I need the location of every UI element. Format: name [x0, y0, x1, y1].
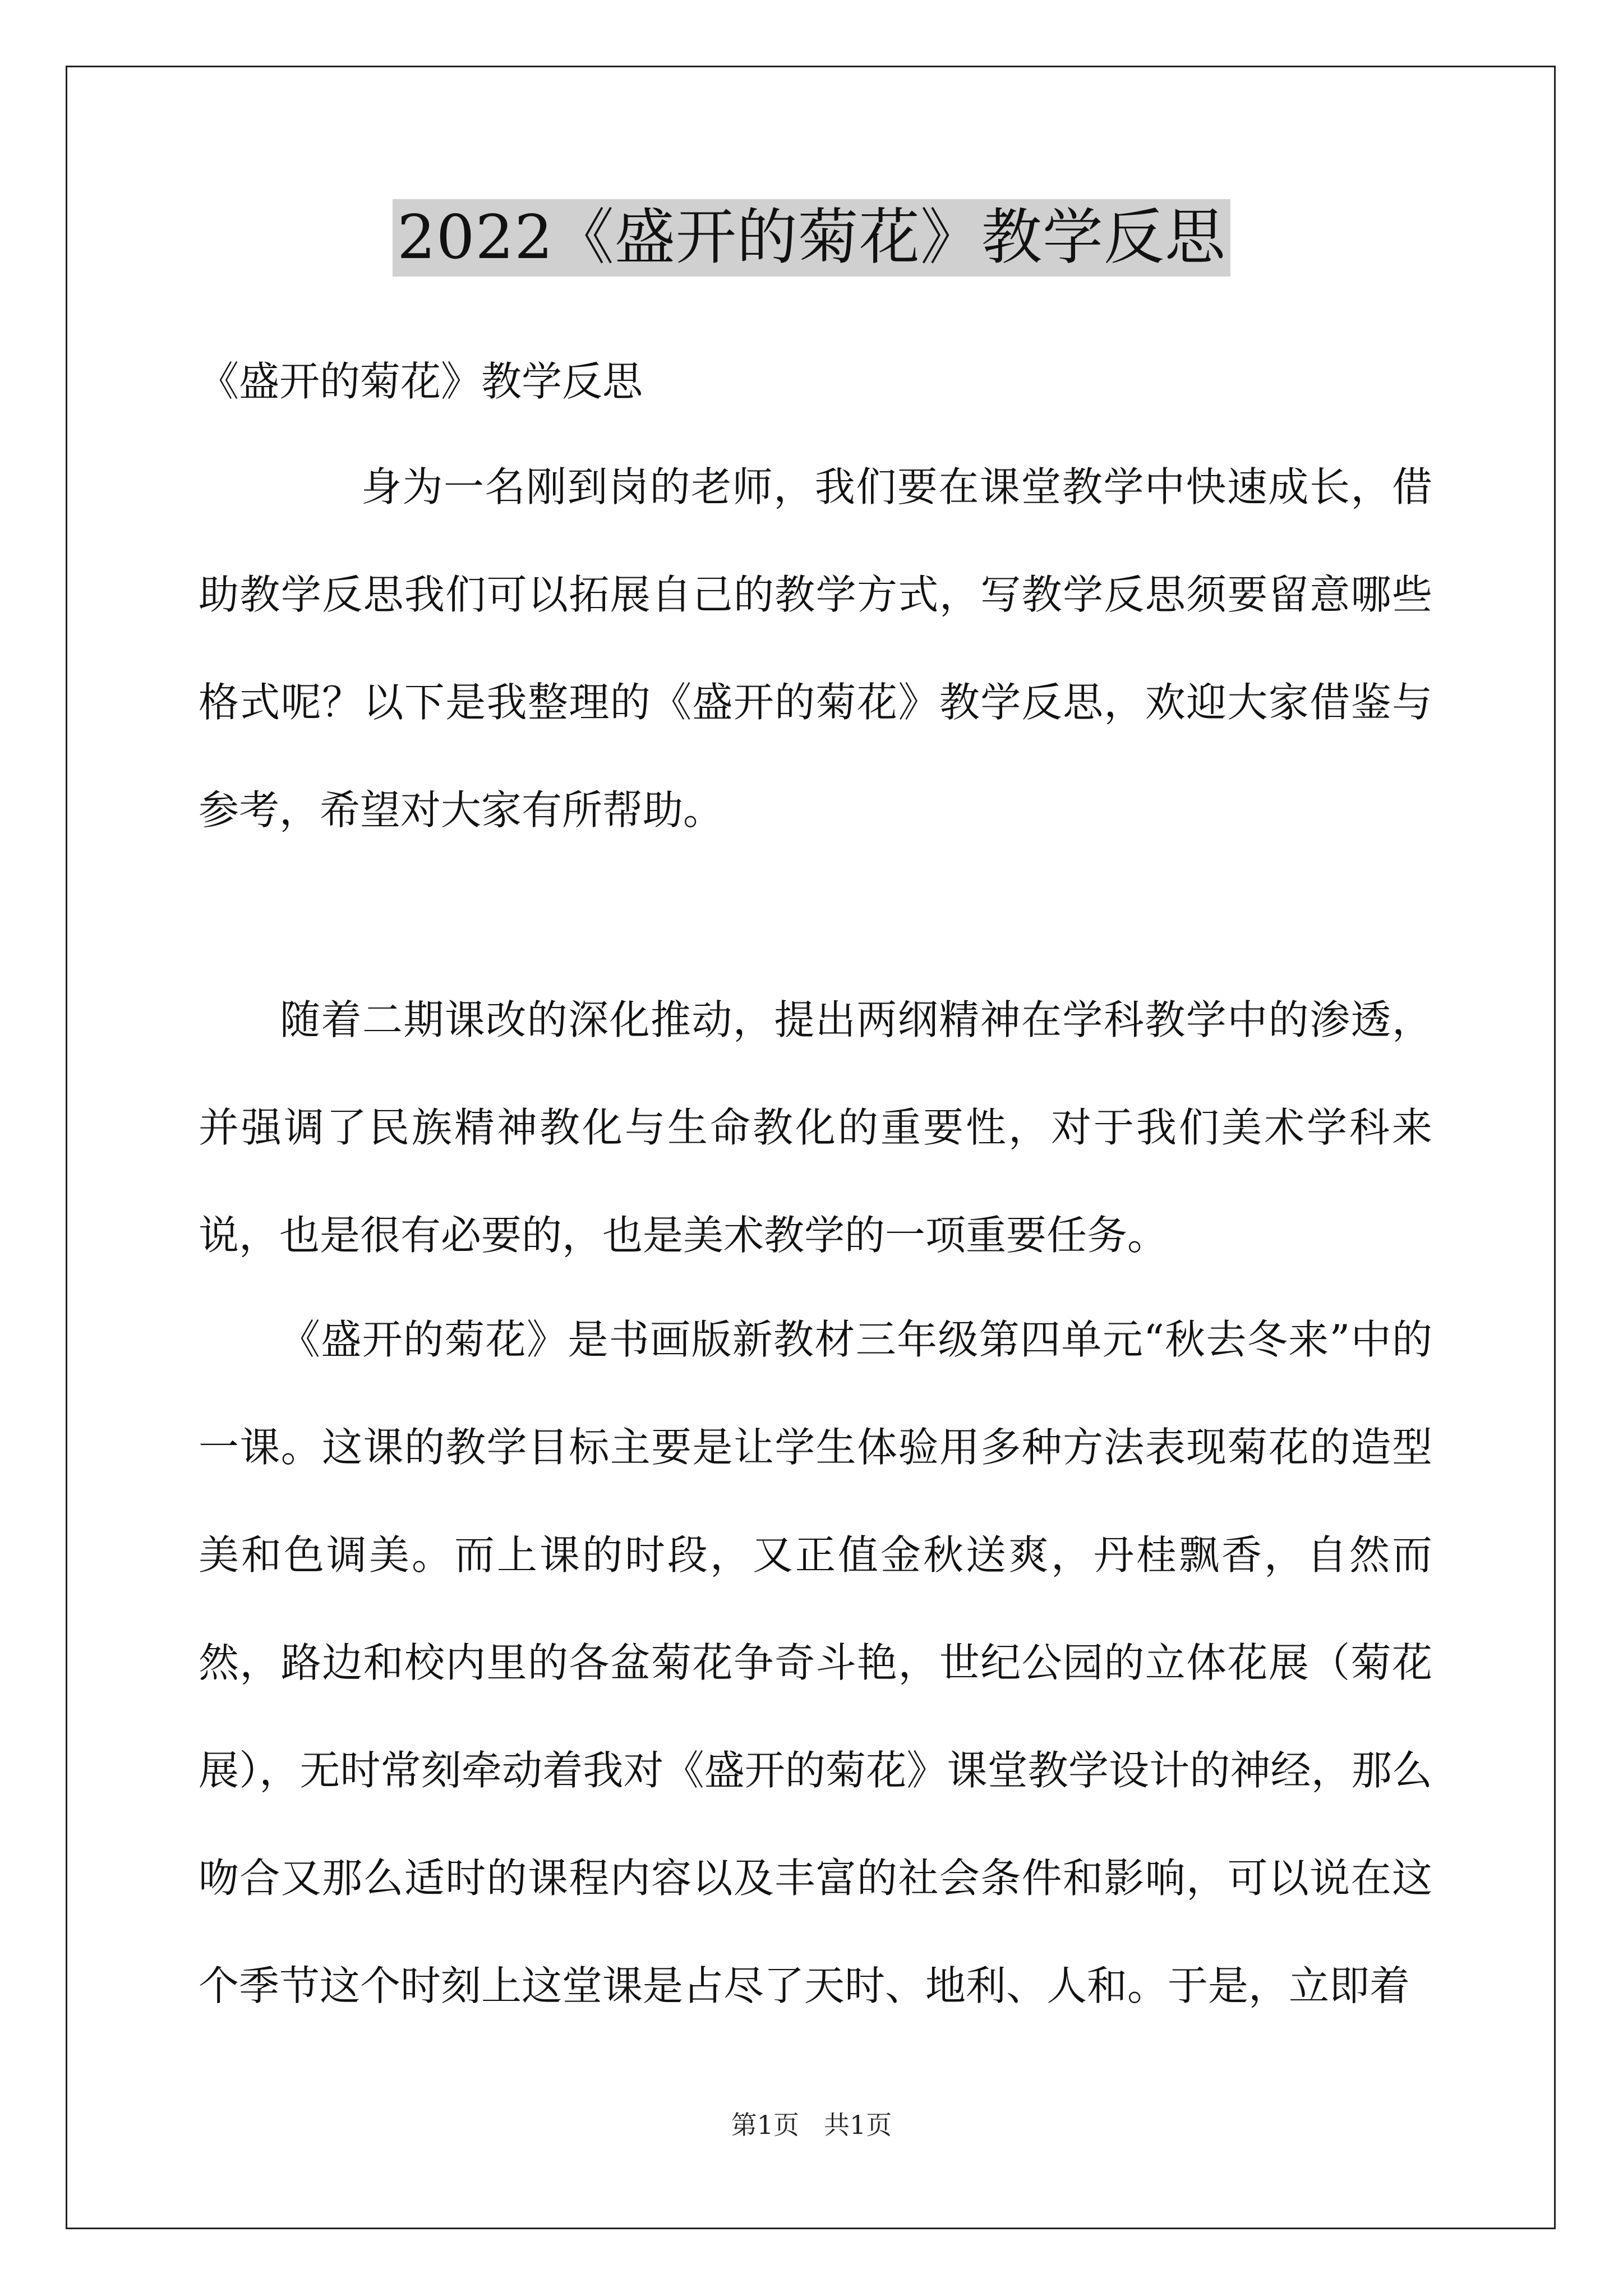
paragraph-reform: 随着二期课改的深化推动，提出两纲精神在学科教学中的渗透，并强调了民族精神教化与生命教化的重要性，对于我们美术学科来说，也是很有必要的，也是美术教学的一项重要任务。 — [199, 996, 1432, 1259]
paragraph-intro: 身为一名刚到岗的老师，我们要在课堂教学中快速成长，借助教学反思我们可以拓展自己的教学方式，写教学反思须要留意哪些格式呢？以下是我整理的《盛开的菊花》教学反思，欢迎大家借鉴与参考，希望对大家有所帮助。 — [199, 463, 1432, 834]
footer-spacer — [799, 2110, 824, 2140]
title-container — [0, 199, 1623, 277]
paragraph-lesson: 《盛开的菊花》是书画版新教材三年级第四单元“秋去冬来”中的一课。这课的教学目标主要是让学生体验用多种方法表现菊花的造型美和色调美。而上课的时段，又正值金秋送爽，丹桂飘香，自然而然，路边和校内里的各盆菊花争奇斗艳，世纪公园的立体花展（菊花展），无时常刻牵动着我对《盛开的菊花》课堂教学设计的神经，那么吻合又那么适时的课程内容以及丰富的社会条件和影响，可以说在这个季节这个时刻上这堂课是占尽了天时、地利、人和。于是，立即着 — [199, 1316, 1432, 2009]
document-title: 2022《盛开的菊花》教学反思 — [393, 199, 1230, 277]
page-total: 共1页 — [823, 2110, 892, 2140]
page-number: 第1页 — [731, 2110, 800, 2140]
page-footer — [0, 2108, 1623, 2142]
document-subtitle: 《盛开的菊花》教学反思 — [199, 358, 643, 405]
